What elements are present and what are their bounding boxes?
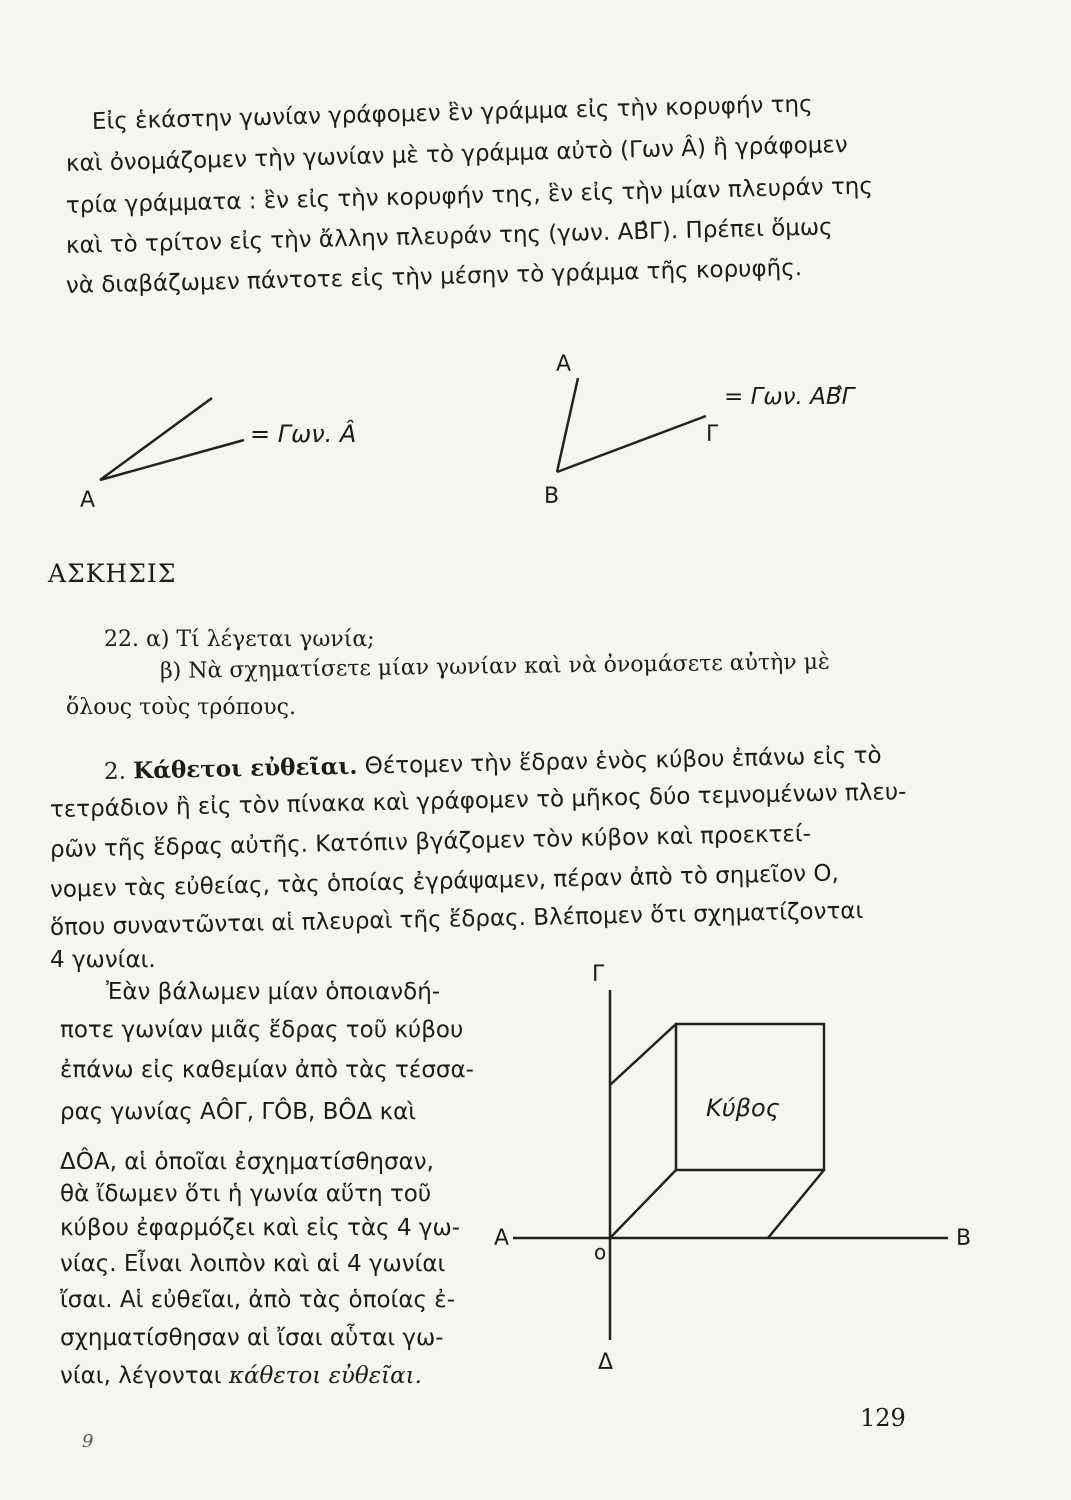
figure3-label-d: Δ (598, 1350, 614, 1375)
angle-abg-figure (557, 378, 706, 472)
angle-a-figure (100, 398, 244, 480)
section2-line-3: ρῶν τῆς ἕδρας αὐτῆς. Κατόπιν βγάζομεν τὸν κύβον καὶ προεκτεί- (49, 821, 812, 863)
paragraph2-line-8: νίας. Εἶναι λοιπὸν καὶ αἱ 4 γωνίαι (60, 1251, 446, 1277)
paragraph2-line-1: Ἐὰν βάλωμεν μίαν ὁποιανδή- (106, 979, 441, 1005)
paragraph2-italic-term: κάθετοι εὐθεῖαι. (228, 1363, 422, 1389)
paragraph2-line-3: ἐπάνω εἰς καθεμίαν ἀπὸ τὰς τέσσα- (60, 1057, 474, 1083)
figure1-vertex-label: Α (80, 488, 96, 513)
figure3-label-g: Γ (592, 962, 605, 987)
intro-line-1: Εἰς ἑκάστην γωνίαν γράφομεν ἓν γράμμα εἰς τὴν κορυφήν της (91, 91, 813, 135)
paragraph2-line-4: ρας γωνίας ΑÔΓ, ΓÔΒ, ΒÔΔ καὶ (60, 1099, 417, 1125)
figure1-caption: = Γων. Â (250, 420, 357, 448)
figure3-label-o: ο (594, 1240, 607, 1264)
figure2-label-a: Α (556, 352, 572, 377)
page-number: 129 (860, 1404, 906, 1432)
figure2-label-b: Β (544, 484, 560, 509)
intro-line-3: τρία γράμματα : ἓν εἰς τὴν κορυφήν της, ἓν εἰς τὴν μίαν πλευράν της (65, 173, 874, 219)
section2-line-5: ὅπου συναντῶνται αἱ πλευραὶ τῆς ἕδρας. Βλέπομεν ὅτι σχηματίζονται (49, 897, 864, 941)
paragraph2-line-5: ΔÔΑ, αἱ ὁποῖαι ἐσχηματίσθησαν, (60, 1149, 434, 1175)
cube-edge-bottom-right (768, 1170, 824, 1238)
paragraph2-line-6: θὰ ἴδωμεν ὅτι ἡ γωνία αὕτη τοῦ (60, 1181, 432, 1207)
paragraph2-line-2: ποτε γωνίαν μιᾶς ἕδρας τοῦ κύβου (60, 1017, 464, 1043)
exercises-title: ΑΣΚΗΣΙΣ (48, 559, 177, 588)
paragraph2-line-7: κύβου ἐφαρμόζει καὶ εἰς τὰς 4 γω- (60, 1215, 461, 1241)
figure3-label-a: Α (494, 1226, 510, 1251)
intro-line-5: νὰ διαβάζωμεν πάντοτε εἰς τὴν μέσην τὸ γράμμα τῆς κορυφῆς. (65, 255, 803, 299)
paragraph2-line-11-text: νίαι, λέγονται (60, 1363, 222, 1389)
figure2-label-g: Γ (706, 422, 719, 447)
cube-label: Κύβος (706, 1094, 780, 1122)
angle-a-side-1 (100, 398, 212, 480)
section2-line-6: 4 γωνίαι. (50, 947, 156, 973)
section2-line-2: τετράδιον ἢ εἰς τὸν πίνακα καὶ γράφομεν τὸ μῆκος δύο τεμνομένων πλευ- (49, 779, 907, 823)
angle-abg-side-bg (557, 416, 706, 472)
angle-a-side-2 (100, 440, 244, 480)
paragraph2-line-9: ἴσαι. Αἱ εὐθεῖαι, ἀπὸ τὰς ὁποίας ἐ- (60, 1287, 456, 1313)
intro-line-2: καὶ ὀνομάζομεν τὴν γωνίαν μὲ τὸ γράμμα αὐτὸ (Γων Â) ἢ γράφομεν (65, 131, 848, 177)
angle-abg-side-ba (557, 378, 578, 472)
perpendicular-figure (513, 990, 948, 1340)
signature-mark: 9 (82, 1431, 94, 1452)
intro-line-4: καὶ τὸ τρίτον εἰς τὴν ἄλλην πλευράν της (γων. ΑΒ̂Γ). Πρέπει ὅμως (65, 214, 833, 259)
paragraph2-line-11 (60, 1362, 422, 1390)
exercise-22b: β) Νὰ σχηματίσετε μίαν γωνίαν καὶ νὰ ὀνομάσετε αὐτὴν μὲ (159, 649, 830, 684)
cube-edge-bottom-left (610, 1170, 676, 1238)
paragraph2-line-10: σχηματίσθησαν αἱ ἴσαι αὗται γω- (60, 1325, 444, 1351)
section2-line-4: νομεν τὰς εὐθείας, τὰς ὁποίας ἐγράψαμεν, πέραν ἀπὸ τὸ σημεῖον Ο, (49, 860, 840, 903)
section2-number: 2. (103, 758, 127, 785)
exercise-22a: 22. α) Τί λέγεται γωνία; (104, 627, 375, 652)
cube-edge-top (610, 1024, 676, 1085)
section2-heading: Κάθετοι εὐθεῖαι. (132, 752, 358, 785)
section2-first-line-text: Θέτομεν τὴν ἕδραν ἑνὸς κύβου ἐπάνω εἰς τὸ (364, 742, 882, 780)
figure2-caption: = Γων. ΑΒ̂Γ (724, 384, 855, 410)
figure3-label-b: Β (956, 1226, 972, 1251)
exercise-22b-cont: ὅλους τοὺς τρόπους. (66, 695, 296, 720)
